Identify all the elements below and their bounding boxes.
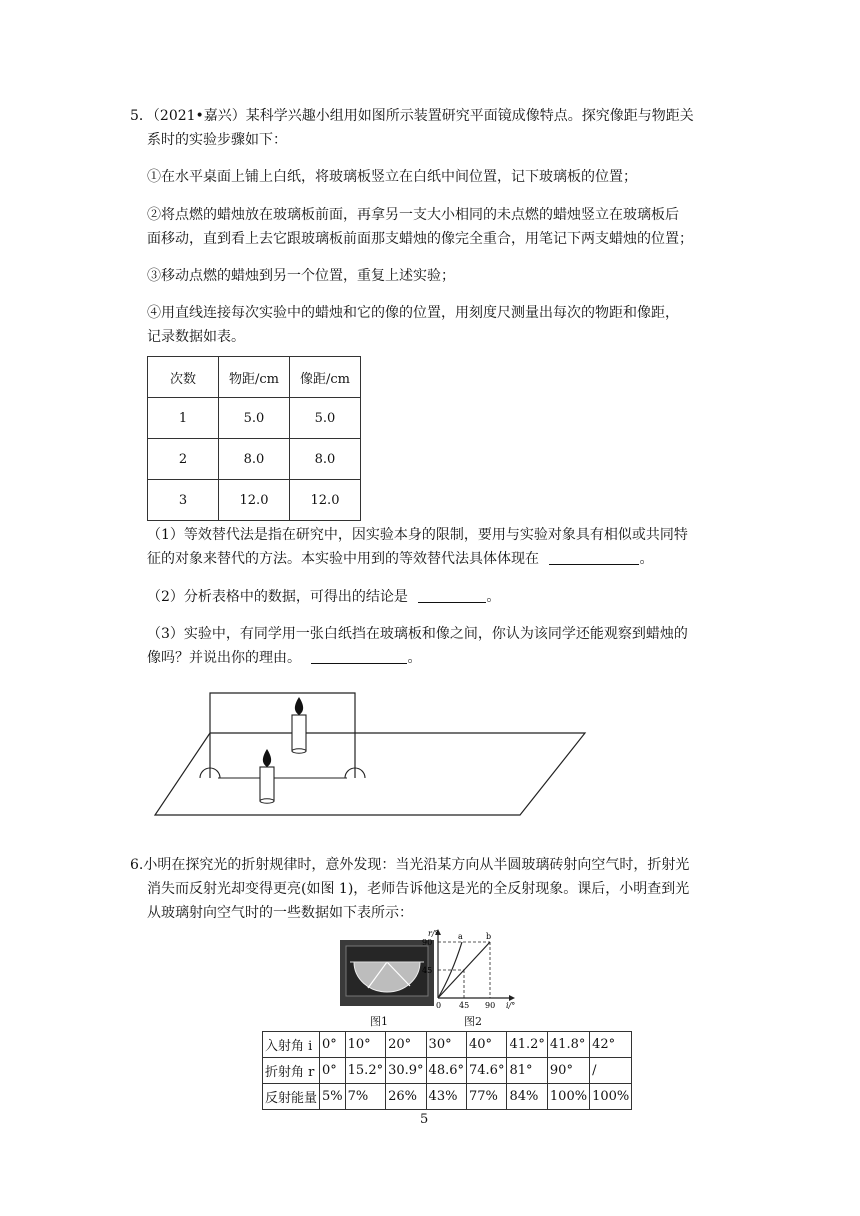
table-row — [148, 439, 361, 480]
x-tick-90: 90 — [485, 1001, 496, 1010]
table-cell: 5.0 — [219, 398, 290, 439]
candle-front — [260, 767, 274, 801]
table-row — [263, 1032, 632, 1058]
table-cell: 2 — [148, 439, 219, 480]
q5-sub3-line2 — [147, 646, 421, 670]
table-row-header: 反射能量 — [263, 1084, 320, 1110]
period: 。 — [639, 551, 654, 567]
figure-1-caption: 图1 — [370, 1015, 388, 1028]
candle-back-base — [292, 749, 306, 753]
mirror-experiment-diagram — [150, 685, 590, 820]
figure-2-graph — [418, 926, 528, 1012]
candle-back — [292, 715, 306, 751]
answer-blank-3[interactable] — [311, 647, 407, 664]
period: 。 — [407, 650, 422, 666]
table-row — [263, 1084, 632, 1110]
table-cell: 100% — [590, 1084, 632, 1110]
table-cell: 26% — [386, 1084, 426, 1110]
x-tick-0: 0 — [436, 1001, 442, 1010]
table-cell: 20° — [386, 1032, 426, 1058]
answer-blank-2[interactable] — [418, 586, 486, 603]
table-cell: 100% — [547, 1084, 589, 1110]
q5-sub3-line1: （3）实验中，有同学用一张白纸挡在玻璃板和像之间，你认为该同学还能观察到蜡烛的 — [147, 626, 688, 642]
table-cell: 10° — [345, 1032, 385, 1058]
flame-icon-back — [295, 697, 303, 715]
table-cell: / — [590, 1058, 632, 1084]
table-cell: 84% — [507, 1084, 547, 1110]
q5-sub3-text: 像吗？并说出你的理由。 — [147, 650, 301, 666]
x-axis-label: i/° — [506, 1001, 516, 1010]
table-header-row — [148, 357, 361, 398]
table-cell: 3 — [148, 480, 219, 521]
table-row — [148, 480, 361, 521]
q5-sub1-line1: （1）等效替代法是指在研究中，因实验本身的限制，要用与实验对象具有相似或共同特 — [147, 527, 688, 543]
table-header-cell: 次数 — [148, 357, 219, 398]
q5-sub1-line2 — [147, 547, 653, 571]
table-cell: 7% — [345, 1084, 385, 1110]
q5-sub2-text: （2）分析表格中的数据，可得出的结论是 — [147, 589, 408, 605]
q5-sub1-text: 征的对象来替代的方法。本实验中用到的等效替代法具体体现在 — [147, 551, 539, 567]
q5-step-3: ③移动点燃的蜡烛到另一个位置，重复上述实验； — [147, 268, 455, 284]
table-cell: 90° — [547, 1058, 589, 1084]
q5-intro-line2: 系时的实验步骤如下： — [147, 132, 287, 148]
q5-step-1: ①在水平桌面上铺上白纸，将玻璃板竖立在白纸中间位置，记下玻璃板的位置； — [147, 169, 637, 185]
q6-line2: 消失而反射光却变得更亮(如图 1)，老师告诉他这是光的全反射现象。课后，小明查到光 — [147, 881, 690, 897]
table-cell: 15.2° — [345, 1058, 385, 1084]
table-row-header: 入射角 i — [263, 1032, 320, 1058]
table-cell: 8.0 — [290, 439, 361, 480]
table-cell: 48.6° — [426, 1058, 466, 1084]
q5-intro-line1: 5．（2021•嘉兴）某科学兴趣小组用如图所示装置研究平面镜成像特点。探究像距与物距关 — [130, 108, 694, 124]
glass-plate — [210, 693, 355, 778]
table-cell: 5% — [320, 1084, 346, 1110]
y-tick-45: 45 — [422, 966, 433, 975]
figure-2-caption: 图2 — [464, 1015, 482, 1028]
table-row-header: 折射角 r — [263, 1058, 320, 1084]
table-cell: 77% — [467, 1084, 507, 1110]
table-cell: 12.0 — [290, 480, 361, 521]
page-number: 5 — [420, 1112, 429, 1127]
period: 。 — [486, 589, 501, 605]
y-axis-label: r/° — [428, 929, 439, 938]
table-cell: 43% — [426, 1084, 466, 1110]
line-a-label: a — [458, 932, 463, 941]
table-header-cell: 物距/cm — [219, 357, 290, 398]
line-b-label: b — [486, 932, 492, 941]
table-header-cell: 像距/cm — [290, 357, 361, 398]
table-cell: 81° — [507, 1058, 547, 1084]
flame-icon-front — [263, 749, 271, 767]
distance-table — [147, 356, 361, 521]
x-tick-45: 45 — [459, 1001, 470, 1010]
table-cell: 5.0 — [290, 398, 361, 439]
table-cell: 30.9° — [386, 1058, 426, 1084]
table-row — [263, 1058, 632, 1084]
y-tick-90: 90 — [422, 938, 433, 947]
table-cell: 0° — [320, 1058, 346, 1084]
refraction-table — [262, 1031, 632, 1110]
q6-line1: 6.小明在探究光的折射规律时，意外发现：当光沿某方向从半圆玻璃砖射向空气时，折射光 — [130, 857, 690, 873]
table-cell: 74.6° — [467, 1058, 507, 1084]
q5-sub2 — [147, 585, 500, 609]
q5-step-4-line2: 记录数据如表。 — [147, 329, 245, 345]
q6-line3: 从玻璃射向空气时的一些数据如下表所示： — [147, 905, 413, 921]
q5-step-2-line2: 面移动，直到看上去它跟玻璃板前面那支蜡烛的像完全重合，用笔记下两支蜡烛的位置； — [147, 231, 693, 247]
table-cell: 42° — [590, 1032, 632, 1058]
table-cell: 40° — [467, 1032, 507, 1058]
q5-step-4-line1: ④用直线连接每次实验中的蜡烛和它的像的位置，用刻度尺测量出每次的物距和像距， — [147, 305, 679, 321]
table-cell: 41.2° — [507, 1032, 547, 1058]
table-row — [148, 398, 361, 439]
table-cell: 12.0 — [219, 480, 290, 521]
candle-front-base — [260, 799, 274, 803]
table-cell: 30° — [426, 1032, 466, 1058]
table-cell: 8.0 — [219, 439, 290, 480]
q5-step-2-line1: ②将点燃的蜡烛放在玻璃板前面，再拿另一支大小相同的未点燃的蜡烛竖立在玻璃板后 — [147, 207, 679, 223]
table-cell: 0° — [320, 1032, 346, 1058]
table-cell: 41.8° — [547, 1032, 589, 1058]
table-cell: 1 — [148, 398, 219, 439]
answer-blank-1[interactable] — [549, 548, 639, 565]
